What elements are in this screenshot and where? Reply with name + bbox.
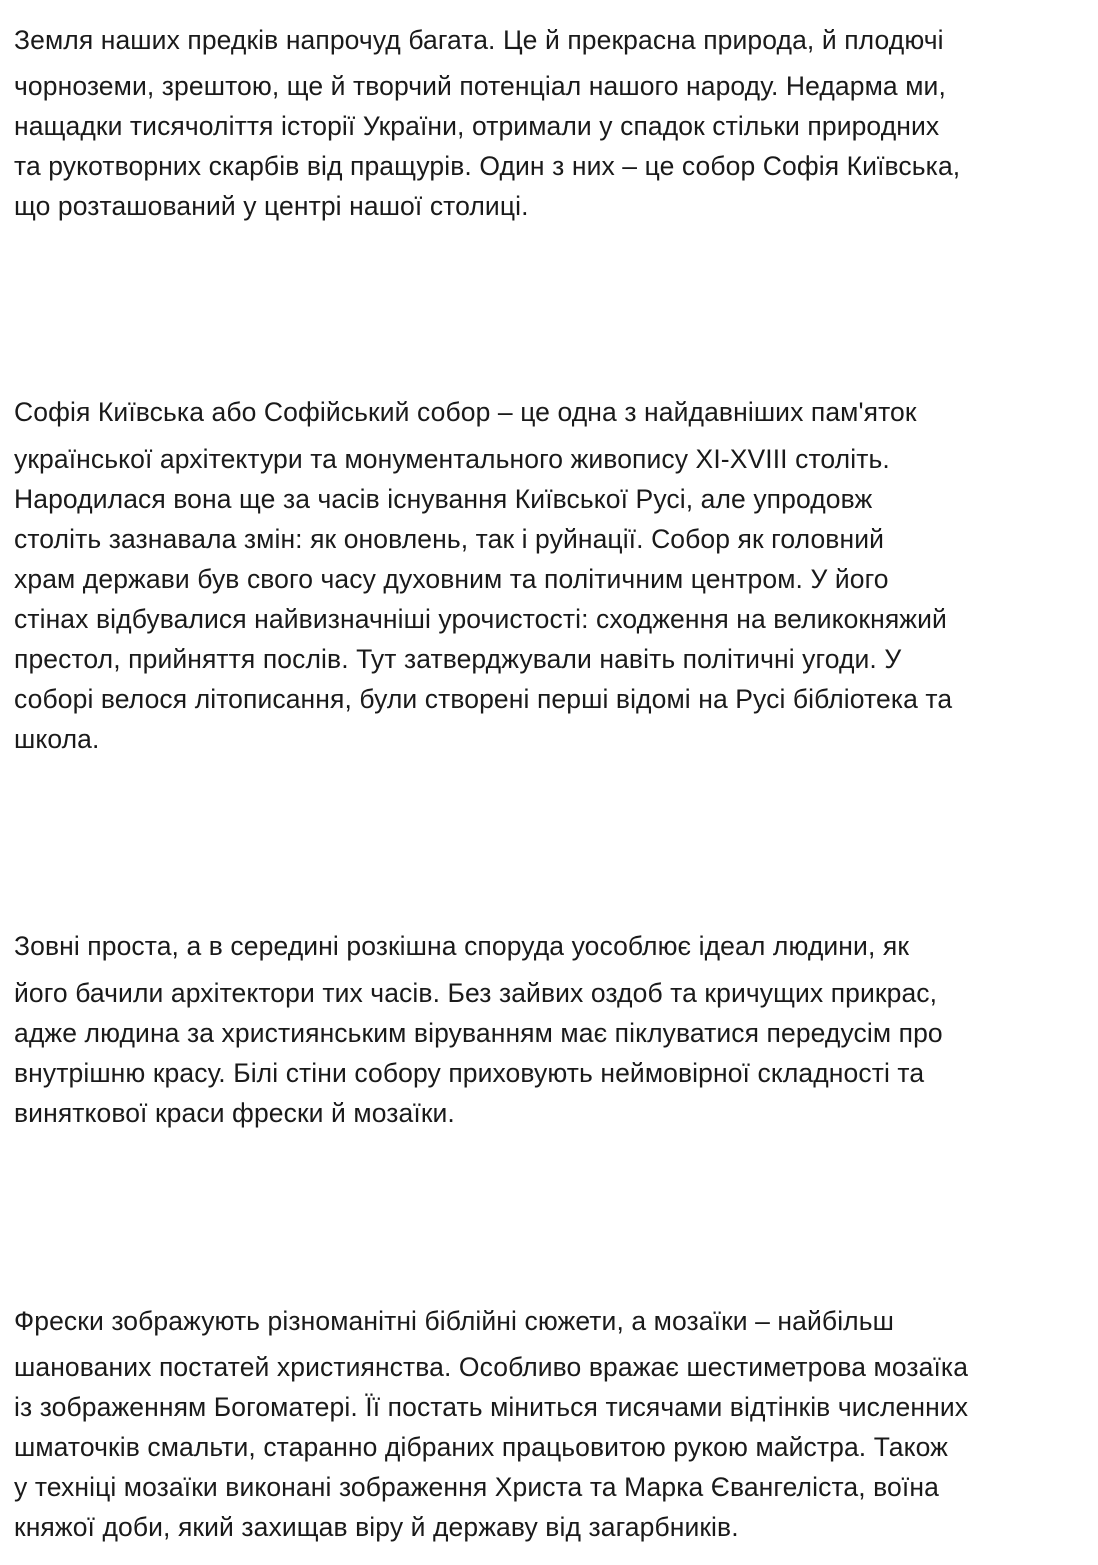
paragraph-line: що розташований у центрі нашої столиці. <box>14 191 529 221</box>
paragraph-line: школа. <box>14 724 100 754</box>
paragraph-line: у техніці мозаїки виконані зображення Христа та Марка Євангеліста, воїна <box>14 1472 939 1502</box>
paragraph-line: храм держави був свого часу духовним та політичним центром. У його <box>14 564 889 594</box>
paragraph-line: престол, прийняття послів. Тут затверджували навіть політичні угоди. У <box>14 644 902 674</box>
paragraph-line: шматочків смальти, старанно дібраних працьовитою рукою майстра. Також <box>14 1432 948 1462</box>
paragraph-line: соборі велося літописання, були створені перші відомі на Русі бібліотека та <box>14 684 953 714</box>
paragraph-line: Фрески зображують різноманітні біблійні сюжети, а мозаїки – найбільш <box>14 1306 895 1336</box>
paragraph-line: Народилася вона ще за часів існування Київської Русі, але упродовж <box>14 484 873 514</box>
paragraph-line: Зовні проста, а в середині розкішна споруда уособлює ідеал людини, як <box>14 931 910 961</box>
paragraph-line: чорноземи, зрештою, ще й творчий потенціал нашого народу. Недарма ми, <box>14 71 946 101</box>
paragraph-line: Земля наших предків напрочуд багата. Це й прекрасна природа, й плодючі <box>14 25 944 55</box>
paragraph-line: нащадки тисячоліття історії України, отримали у спадок стільки природних <box>14 111 940 141</box>
paragraph-line: шанованих постатей християнства. Особливо вражає шестиметрова мозаїка <box>14 1352 969 1382</box>
paragraph-line: із зображенням Богоматері. Її постать міниться тисячами відтінків численних <box>14 1392 969 1422</box>
paragraph-line: княжої доби, який захищав віру й державу від загарбників. <box>14 1512 739 1542</box>
paragraph-line: стінах відбувалися найвизначніші урочистості: сходження на великокняжий <box>14 604 947 634</box>
paragraph-line: української архітектури та монументального живопису XI-XVIII століть. <box>14 444 890 474</box>
paragraph-line: Софія Київська або Софійський собор – це одна з найдавніших пам'яток <box>14 397 917 427</box>
paragraph-line: внутрішню красу. Білі стіни собору приховують неймовірної складності та <box>14 1058 925 1088</box>
paragraph-line: його бачили архітектори тих часів. Без зайвих оздоб та кричущих прикрас, <box>14 978 938 1008</box>
paragraph-line: та рукотворних скарбів від пращурів. Один з них – це собор Софія Київська, <box>14 151 961 181</box>
paragraph-line: виняткової краси фрески й мозаїки. <box>14 1098 455 1128</box>
paragraph-line: адже людина за християнським віруванням має піклуватися передусім про <box>14 1018 943 1048</box>
paragraph-line: століть зазнавала змін: як оновлень, так і руйнації. Собор як головний <box>14 524 885 554</box>
